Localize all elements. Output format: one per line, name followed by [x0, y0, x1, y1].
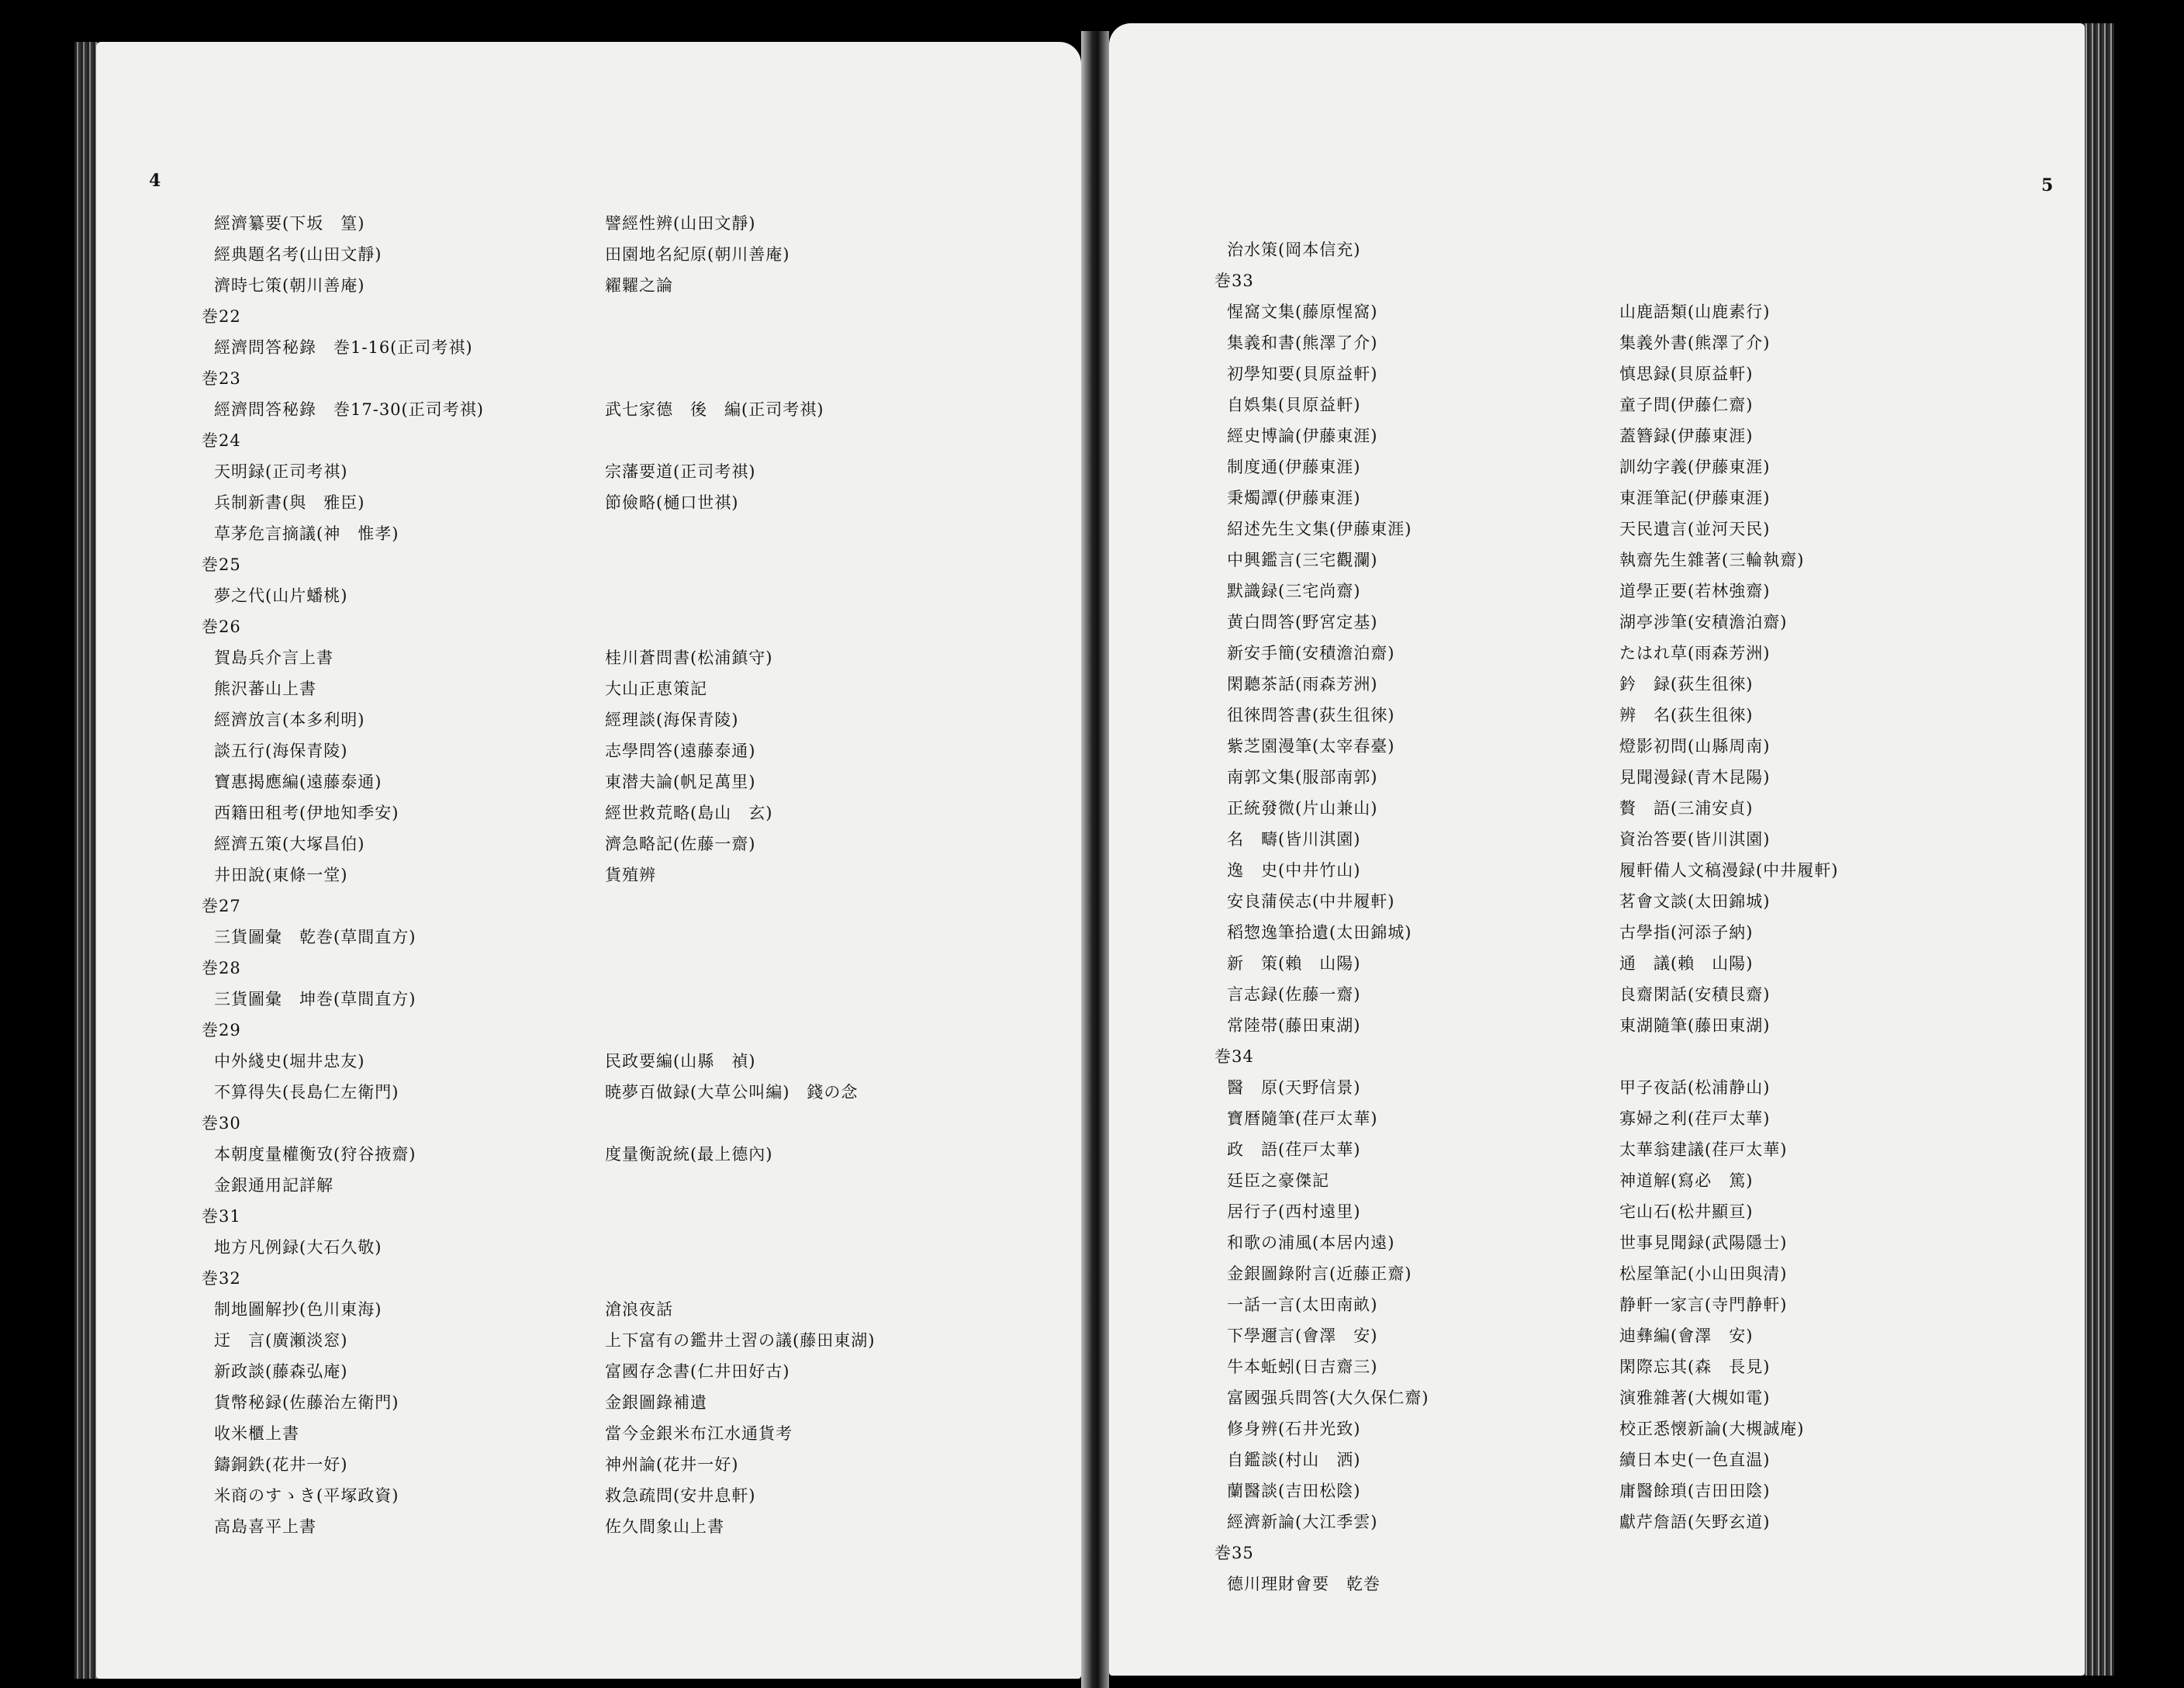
volume-heading: 巻26	[202, 617, 241, 636]
entry: 續日本史(一色直温)	[1619, 1451, 1771, 1469]
entry: 名 疇(皆川淇園)	[1227, 830, 1361, 849]
entry: 暁夢百做録(大草公叫編) 錢の念	[605, 1083, 859, 1102]
entry: 紫芝園漫筆(太宰春臺)	[1227, 737, 1395, 756]
book-gutter	[1081, 31, 1109, 1688]
entry: 蓋簪録(伊藤東涯)	[1619, 427, 1754, 445]
entry: 當今金銀米布江水通貨考	[605, 1424, 793, 1443]
entry: 富國存念書(仁井田好古)	[605, 1362, 790, 1381]
entry: 熊沢蕃山上書	[214, 680, 316, 698]
entry: 山鹿語類(山鹿素行)	[1619, 303, 1771, 321]
entry: 徂徠問答書(荻生徂徠)	[1227, 706, 1395, 725]
entry: 神道解(寫必 篤)	[1619, 1171, 1754, 1190]
entry: 下學邇言(會澤 安)	[1227, 1327, 1378, 1345]
entry: 慎思録(貝原益軒)	[1619, 365, 1754, 383]
entry: 新安手簡(安積澹泊齋)	[1227, 644, 1395, 662]
entry: 閑際忘其(森 長見)	[1619, 1358, 1771, 1376]
entry: 節儉略(樋口世祺)	[605, 493, 739, 512]
entry: 宗藩要道(正司考祺)	[605, 462, 756, 481]
entry: 獻芹詹語(矢野玄道)	[1619, 1513, 1771, 1531]
entry: 賀島兵介言上書	[214, 649, 333, 667]
entry: 自娯集(貝原益軒)	[1227, 396, 1361, 414]
entry: 廷臣之豪傑記	[1227, 1171, 1329, 1190]
entry: 金銀圖錄附言(近藤正齋)	[1227, 1264, 1412, 1283]
entry: 濟時七策(朝川善庵)	[214, 276, 365, 295]
page-number: 5	[2041, 175, 2054, 195]
entry: 濟急略記(佐藤一齋)	[605, 835, 756, 853]
volume-heading: 巻31	[202, 1207, 241, 1226]
entry: 佐久間象山上書	[605, 1517, 724, 1536]
entry: 校正悉懐新論(大槻誠庵)	[1619, 1420, 1805, 1438]
entry: 稻惣逸筆拾遺(太田錦城)	[1227, 923, 1412, 942]
entry: 湖亭涉筆(安積澹泊齋)	[1619, 613, 1788, 631]
entry: 大山正恵策記	[605, 680, 707, 698]
entry: 燈影初問(山縣周南)	[1619, 737, 1771, 756]
entry: 牛本蚯蚓(日吉齋三)	[1227, 1358, 1378, 1376]
entry: 草茅危言摘議(神 惟孝)	[214, 524, 399, 543]
entry: 經濟問答秘錄 巻17-30(正司考祺)	[214, 400, 484, 419]
entry: 貨殖辨	[605, 866, 656, 884]
entry: 庸醫餘瑣(吉田田陰)	[1619, 1482, 1771, 1500]
entry: 通 議(賴 山陽)	[1619, 954, 1754, 973]
entry: 中外綫史(堀井忠友)	[214, 1052, 365, 1071]
entry: たはれ草(雨森芳洲)	[1619, 644, 1771, 662]
volume-heading: 巻32	[202, 1269, 241, 1288]
entry: 宅山石(松井顯亘)	[1619, 1202, 1754, 1221]
entry: 經世救荒略(島山 玄)	[605, 804, 773, 822]
entry: 紹述先生文集(伊藤東涯)	[1227, 520, 1412, 538]
entry: 上下富有の鑑井土習の議(藤田東湖)	[605, 1331, 876, 1350]
page-number: 4	[149, 171, 161, 191]
volume-heading: 巻28	[202, 959, 241, 977]
entry: 良齋閑話(安積艮齋)	[1619, 985, 1771, 1004]
volume-heading: 巻33	[1215, 272, 1254, 290]
right-page-edge	[2083, 23, 2114, 1676]
entry: 集義和書(熊澤了介)	[1227, 334, 1378, 352]
entry: 井田說(東條一堂)	[214, 866, 348, 884]
entry: 寶暦隨筆(荏戸太華)	[1227, 1109, 1378, 1128]
entry: 談五行(海保青陵)	[214, 742, 348, 760]
entry: 經濟問答秘錄 巻1-16(正司考祺)	[214, 338, 473, 357]
entry: 茗會文談(太田錦城)	[1619, 892, 1771, 911]
entry: 金銀通用記詳解	[214, 1176, 333, 1195]
entry: 武七家德 後 編(正司考祺)	[605, 400, 824, 419]
entry: 民政要編(山縣 禎)	[605, 1052, 756, 1071]
entry: 不算得失(長島仁左衛門)	[214, 1083, 399, 1102]
entry: 救急疏問(安井息軒)	[605, 1486, 756, 1505]
left-page-edge	[74, 42, 98, 1679]
entry: 兵制新書(與 雅臣)	[214, 493, 365, 512]
entry: 治水策(岡本信充)	[1227, 240, 1361, 259]
entry: 中興鑑言(三宅觀瀾)	[1227, 551, 1378, 569]
entry: 經濟纂要(下坂 篁)	[214, 214, 365, 233]
entry: 惺窩文集(藤原惺窩)	[1227, 303, 1378, 321]
entry: 資治答要(皆川淇園)	[1619, 830, 1771, 849]
entry: 米商のすゝき(平塚政資)	[214, 1486, 399, 1505]
entry: 經濟新論(大江季雲)	[1227, 1513, 1378, 1531]
entry: 一話一言(太田南畝)	[1227, 1295, 1378, 1314]
entry: 履軒備人文稿漫録(中井履軒)	[1619, 861, 1839, 880]
entry: 德川理財會要 乾巻	[1227, 1575, 1381, 1593]
entry: 正統發微(片山兼山)	[1227, 799, 1378, 818]
entry: 寶惠揭應編(遠藤泰通)	[214, 773, 382, 791]
entry: 静軒一家言(寺門静軒)	[1619, 1295, 1788, 1314]
entry: 田園地名紀原(朝川善庵)	[605, 245, 790, 264]
entry: 贅 語(三浦安貞)	[1619, 799, 1754, 818]
entry: 神州論(花井一好)	[605, 1455, 739, 1474]
entry: 經史博論(伊藤東涯)	[1227, 427, 1378, 445]
entry: 童子問(伊藤仁齋)	[1619, 396, 1754, 414]
entry: 富國强兵問答(大久保仁齋)	[1227, 1389, 1429, 1407]
right-column-1	[1215, 234, 1429, 1600]
entry: 貨幣秘録(佐藤治左衛門)	[214, 1393, 399, 1412]
entry: 經典題名考(山田文靜)	[214, 245, 382, 264]
entry: 演雅雜著(大槻如電)	[1619, 1389, 1771, 1407]
entry: 古學指(河添子納)	[1619, 923, 1754, 942]
entry: 迪彝編(會澤 安)	[1619, 1327, 1754, 1345]
entry: 修身辨(石井光致)	[1227, 1420, 1361, 1438]
right-page	[1109, 23, 2085, 1676]
entry: 逸 史(中井竹山)	[1227, 861, 1361, 880]
entry: 居行子(西村遠里)	[1227, 1202, 1361, 1221]
entry: 秉燭譚(伊藤東涯)	[1227, 489, 1361, 507]
entry: 夢之代(山片蟠桃)	[214, 586, 348, 605]
entry: 本朝度量權衡攷(狩谷掖齋)	[214, 1145, 416, 1164]
volume-heading: 巻24	[202, 431, 241, 450]
entry: 和歌の浦風(本居内遠)	[1227, 1233, 1395, 1252]
entry: 安良蒲侯志(中井履軒)	[1227, 892, 1395, 911]
entry: 寡婦之利(荏戸太華)	[1619, 1109, 1771, 1128]
left-column-2	[593, 208, 875, 1542]
entry: 志學問答(遠藤泰通)	[605, 742, 756, 760]
entry: 新政談(藤森弘庵)	[214, 1362, 348, 1381]
entry: 經濟放言(本多利明)	[214, 711, 365, 729]
entry: 鈐 録(荻生徂徠)	[1619, 675, 1754, 694]
entry: 執齋先生雜著(三輪執齋)	[1619, 551, 1805, 569]
volume-heading: 巻25	[202, 555, 241, 574]
left-page	[96, 42, 1081, 1679]
entry: 天民遺言(並河天民)	[1619, 520, 1771, 538]
volume-heading: 巻30	[202, 1114, 241, 1133]
entry: 經濟五策(大塚昌伯)	[214, 835, 365, 853]
entry: 地方凡例録(大石久敬)	[214, 1238, 382, 1257]
entry: 東涯筆記(伊藤東涯)	[1619, 489, 1771, 507]
volume-heading: 巻22	[202, 307, 241, 326]
entry: 東潜夫論(帆足萬里)	[605, 773, 756, 791]
entry: 黄白問答(野宮定基)	[1227, 613, 1378, 631]
entry: 醫 原(天野信景)	[1227, 1078, 1361, 1097]
entry: 東湖隨筆(藤田東湖)	[1619, 1016, 1771, 1035]
entry: 制度通(伊藤東涯)	[1227, 458, 1361, 476]
entry: 常陸帯(藤田東湖)	[1227, 1016, 1361, 1035]
entry: 世事見聞録(武陽隱士)	[1619, 1233, 1788, 1252]
entry: 訓幼字義(伊藤東涯)	[1619, 458, 1771, 476]
entry: 南郭文集(服部南郭)	[1227, 768, 1378, 787]
entry: 言志録(佐藤一齋)	[1227, 985, 1361, 1004]
entry: 經理談(海保青陵)	[605, 711, 739, 729]
entry: 蘭醫談(吉田松陰)	[1227, 1482, 1361, 1500]
entry: 集義外書(熊澤了介)	[1619, 334, 1771, 352]
entry: 政 語(荏戸太華)	[1227, 1140, 1361, 1159]
entry: 桂川蒼問書(松浦鎮守)	[605, 649, 773, 667]
entry: 自鑑談(村山 洒)	[1227, 1451, 1361, 1469]
volume-heading: 巻27	[202, 897, 241, 915]
volume-heading: 巻23	[202, 369, 241, 388]
entry: 鑄銅鉄(花井一好)	[214, 1455, 348, 1474]
entry: 道學正要(若林強齋)	[1619, 582, 1771, 600]
entry: 辨 名(荻生徂徠)	[1619, 706, 1754, 725]
volume-heading: 巻29	[202, 1021, 241, 1039]
entry: 新 策(賴 山陽)	[1227, 954, 1361, 973]
entry: 三貨圖彙 坤巻(草間直方)	[214, 990, 416, 1008]
entry: 西籍田租考(伊地知季安)	[214, 804, 399, 822]
entry: 糴糶之論	[605, 276, 673, 295]
entry: 三貨圖彙 乾巻(草間直方)	[214, 928, 416, 946]
volume-heading: 巻35	[1215, 1544, 1254, 1562]
entry: 高島喜平上書	[214, 1517, 316, 1536]
entry: 制地圖解抄(色川東海)	[214, 1300, 382, 1319]
entry: 閑聽茶話(雨森芳洲)	[1227, 675, 1378, 694]
entry: 默識録(三宅尚齋)	[1227, 582, 1361, 600]
entry: 初學知要(貝原益軒)	[1227, 365, 1378, 383]
volume-heading: 巻34	[1215, 1047, 1254, 1066]
entry: 甲子夜話(松浦静山)	[1619, 1078, 1771, 1097]
left-column-1	[202, 208, 484, 1542]
entry: 金銀圖錄補遺	[605, 1393, 707, 1412]
entry: 度量衡說統(最上德內)	[605, 1145, 773, 1164]
entry: 滄浪夜話	[605, 1300, 673, 1319]
entry: 見聞漫録(青木昆陽)	[1619, 768, 1771, 787]
right-column-2	[1607, 234, 1838, 1538]
entry: 松屋筆記(小山田與清)	[1619, 1264, 1788, 1283]
entry: 收米櫃上書	[214, 1424, 299, 1443]
entry: 迂 言(廣瀬淡窓)	[214, 1331, 348, 1350]
entry: 譬經性辨(山田文靜)	[605, 214, 756, 233]
entry: 天明録(正司考祺)	[214, 462, 348, 481]
entry: 太華翁建議(荏戸太華)	[1619, 1140, 1788, 1159]
